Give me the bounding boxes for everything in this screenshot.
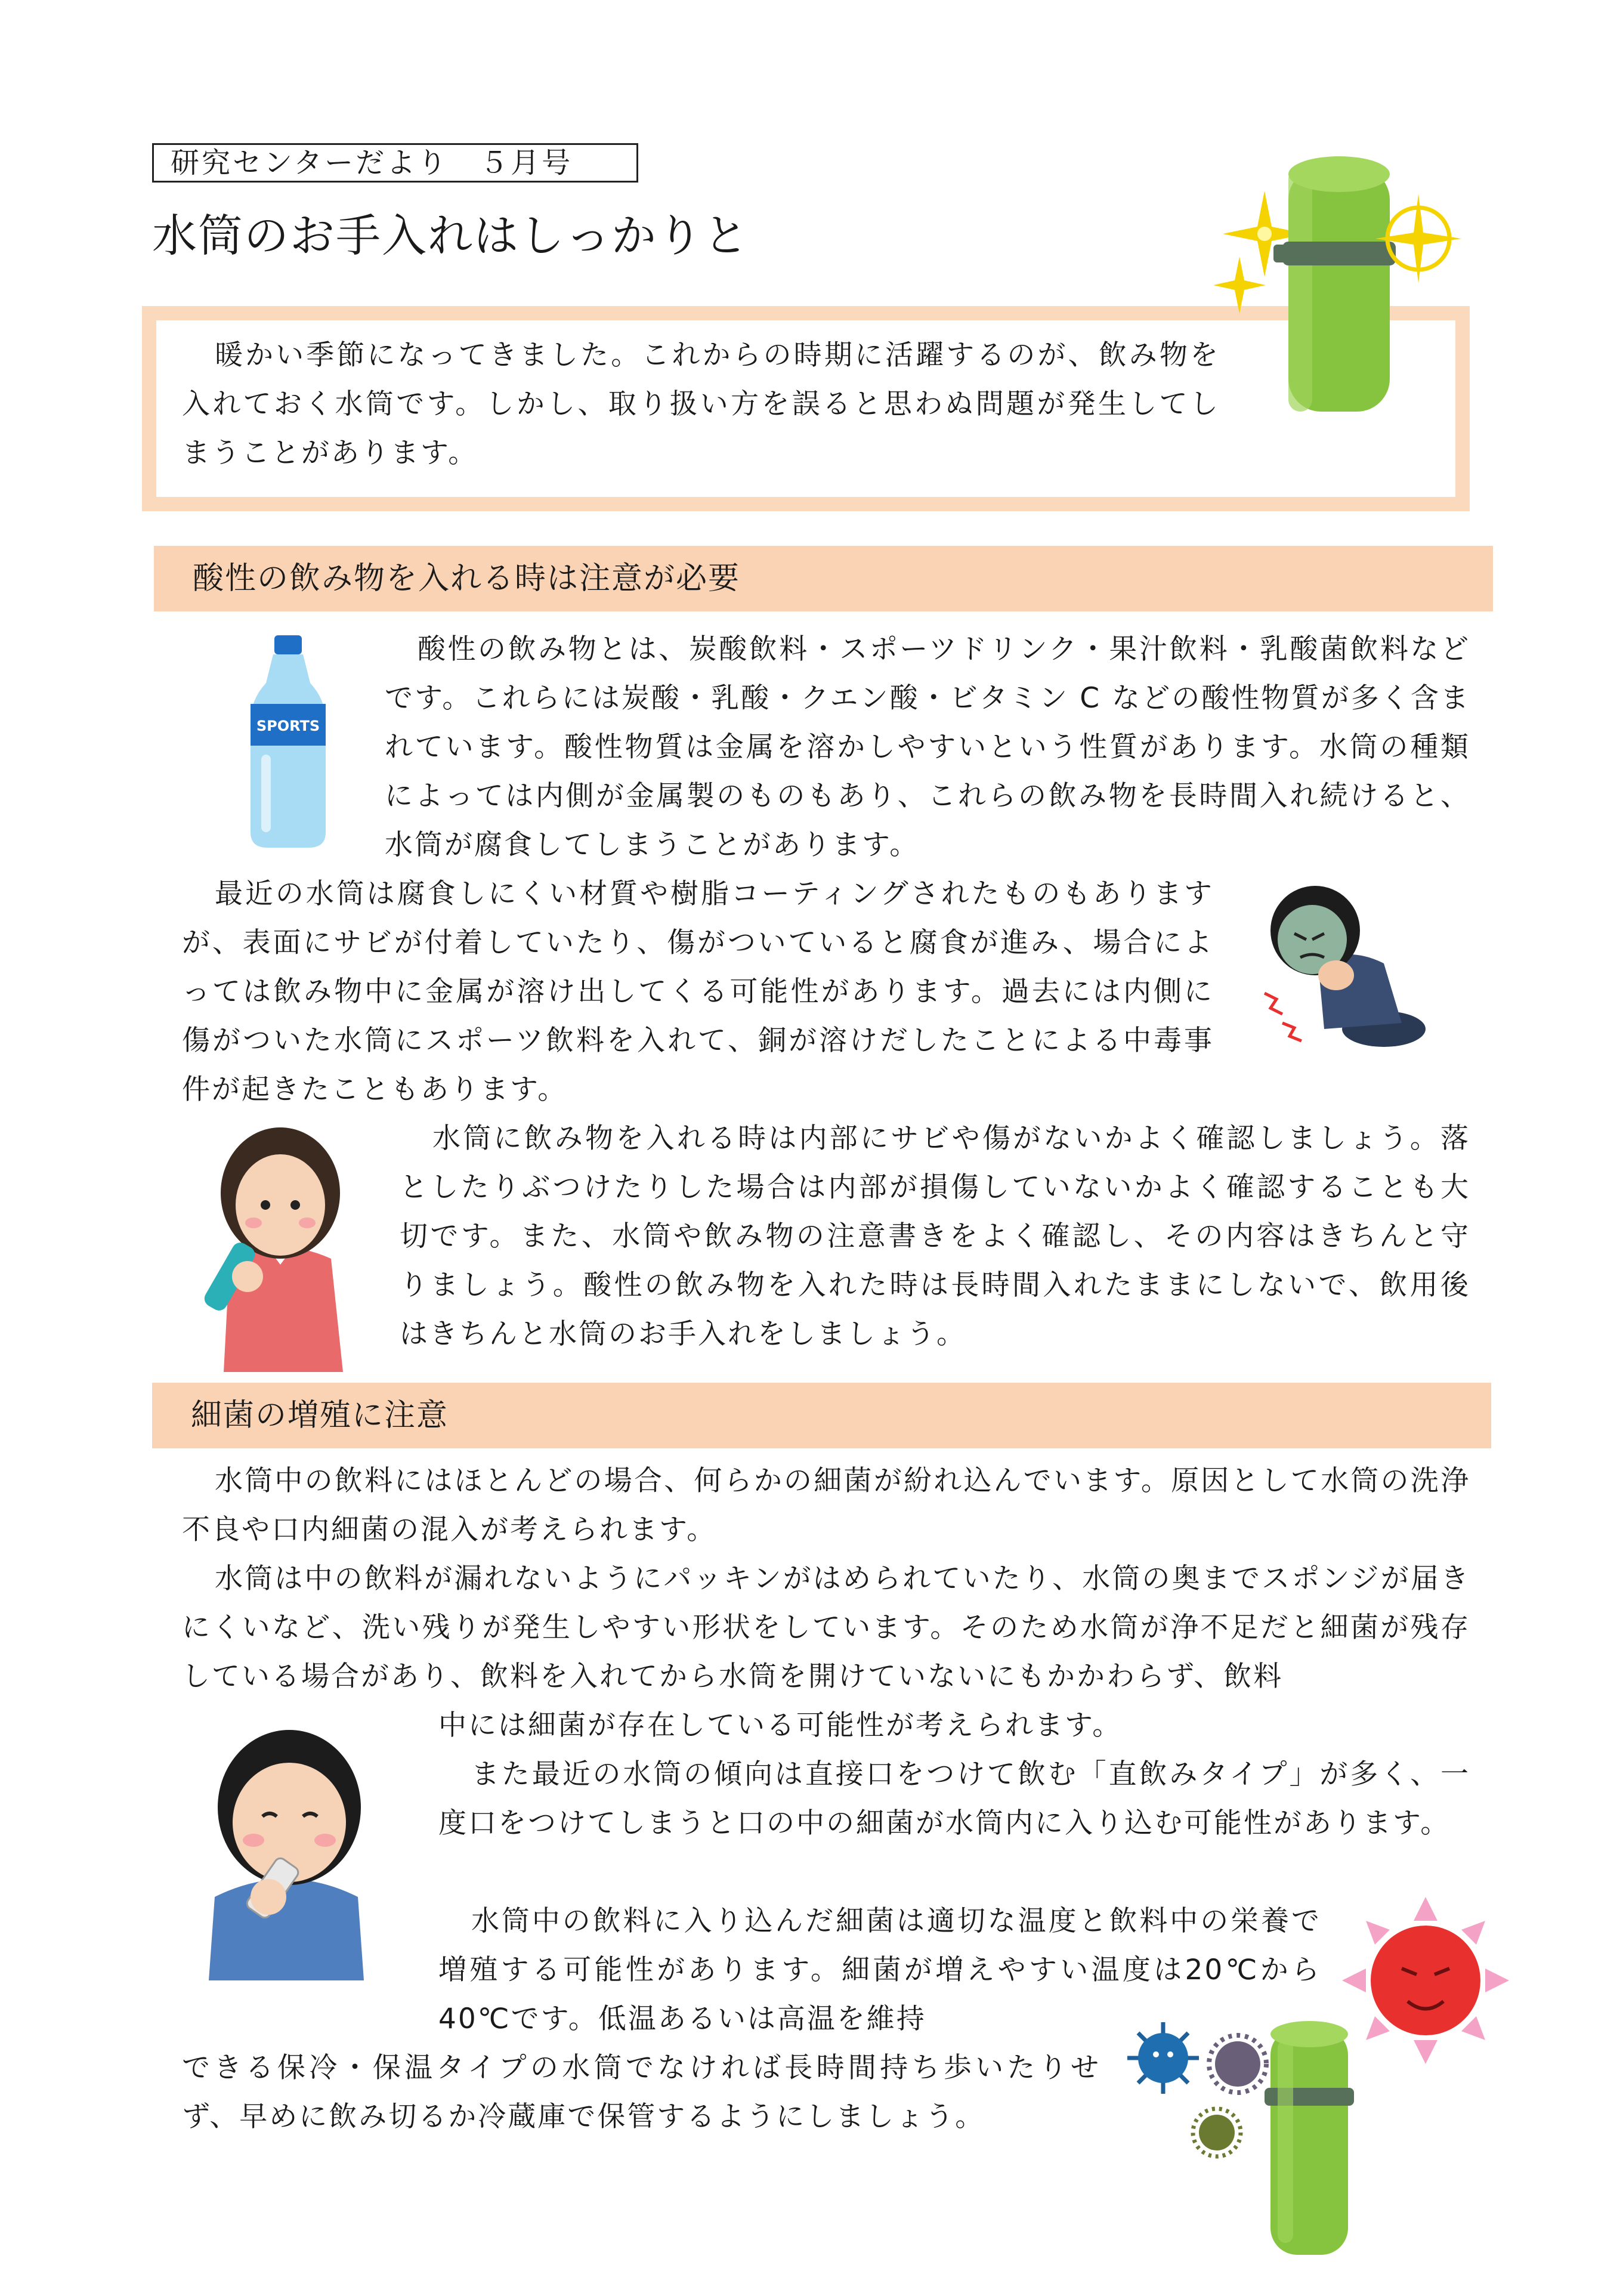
germ-icon bbox=[1193, 2109, 1241, 2156]
section2-paragraph-3: また最近の水筒の傾向は直接口をつけて飲む「直飲みタイプ」が多く、一度口をつけてしまうと口の中の細菌が水筒内に入り込む可能性があります。 bbox=[438, 1758, 1470, 1840]
section2-paragraph-2-cont: 中には細菌が存在している可能性が考えられます。 bbox=[438, 1709, 1123, 1742]
page-title: 水筒のお手入れはしっかりと bbox=[152, 209, 750, 262]
section-heading-bacteria: 細菌の増殖に注意 bbox=[152, 1383, 1491, 1448]
sick-person-illustration bbox=[1259, 874, 1437, 1053]
section2-paragraph-4-cont: できる保冷・保温タイプの水筒でなければ長時間持ち歩いたりせず、早めに飲み切るか冷蔵庫で保管するようにしましょう。 bbox=[182, 2051, 1100, 2133]
bacteria-and-bottle-illustration bbox=[1121, 2016, 1360, 2267]
boy-drinking-illustration bbox=[203, 1718, 376, 1980]
intro-text: 暖かい季節になってきました。これからの時期に活躍するのが、飲み物を入れておく水筒です。しかし、取り扱い方を誤ると思わぬ問題が発生してしまうことがあります。 bbox=[182, 339, 1220, 469]
germ-icon bbox=[1127, 2022, 1199, 2094]
bottle-label: SPORTS bbox=[256, 718, 320, 734]
sparkle-icon bbox=[1213, 257, 1266, 314]
woman-drinking-illustration bbox=[206, 1121, 355, 1372]
sports-drink-bottle-illustration bbox=[243, 635, 333, 850]
section1-paragraph-3: 水筒に飲み物を入れる時は内部にサビや傷がないかよく確認しましょう。落としたりぶつけたりした場合は内部が損傷していないかよく確認することも大切です。また、水筒や飲み物の注意書きをよく確認し、その内容はきちんと守りましょう。酸性の飲み物を入れた時は長時間入れたままにしないで、飲用後はきちんと水筒のお手入れをしましょう。 bbox=[400, 1122, 1470, 1351]
newsletter-label: 研究センターだより ５月号 bbox=[152, 143, 638, 183]
section2-paragraph-2: 水筒は中の飲料が漏れないようにパッキンがはめられていたり、水筒の奥までスポンジが届きにくいなど、洗い残りが発生しやすい形状をしています。そのため水筒が浄不足だと細菌が残存している場合があり、飲料を入れてから水筒を開けていないにもかかわらず、飲料 bbox=[182, 1562, 1470, 1693]
section-heading-acidic: 酸性の飲み物を入れる時は注意が必要 bbox=[154, 546, 1493, 611]
section2-paragraph-4: 水筒中の飲料に入り込んだ細菌は適切な温度と飲料中の栄養で増殖する可能性があります。細菌が増えやすい温度は20℃から 40℃です。低温あるいは高温を維持 bbox=[438, 1905, 1321, 2035]
sun-illustration bbox=[1342, 1897, 1509, 2064]
section1-paragraph-1: 酸性の飲み物とは、炭酸飲料・スポーツドリンク・果汁飲料・乳酸菌飲料などです。これらには炭酸・乳酸・クエン酸・ビタミン C などの酸性物質が多く含まれています。酸性物質は金属を溶かしやすいという性質があります。水筒の種類によっては内側が金属製のものもあり、これらの飲み物を長時間入れ続けると、水筒が腐食してしまうことがあります。 bbox=[385, 633, 1470, 861]
water-bottle-illustration bbox=[1199, 137, 1485, 435]
section2-paragraph-1: 水筒中の飲料にはほとんどの場合、何らかの細菌が紛れ込んでいます。原因として水筒の洗浄不良や口内細菌の混入が考えられます。 bbox=[182, 1464, 1470, 1546]
germ-icon bbox=[1209, 2035, 1266, 2093]
section1-paragraph-2: 最近の水筒は腐食しにくい材質や樹脂コーティングされたものもありますが、表面にサビが付着していたり、傷がついていると腐食が進み、場合によっては飲み物中に金属が溶け出してくる可能性があります。過去には内側に傷がついた水筒にスポーツ飲料を入れて、銅が溶けだしたことによる中毒事件が起きたこともあります。 bbox=[182, 877, 1214, 1106]
